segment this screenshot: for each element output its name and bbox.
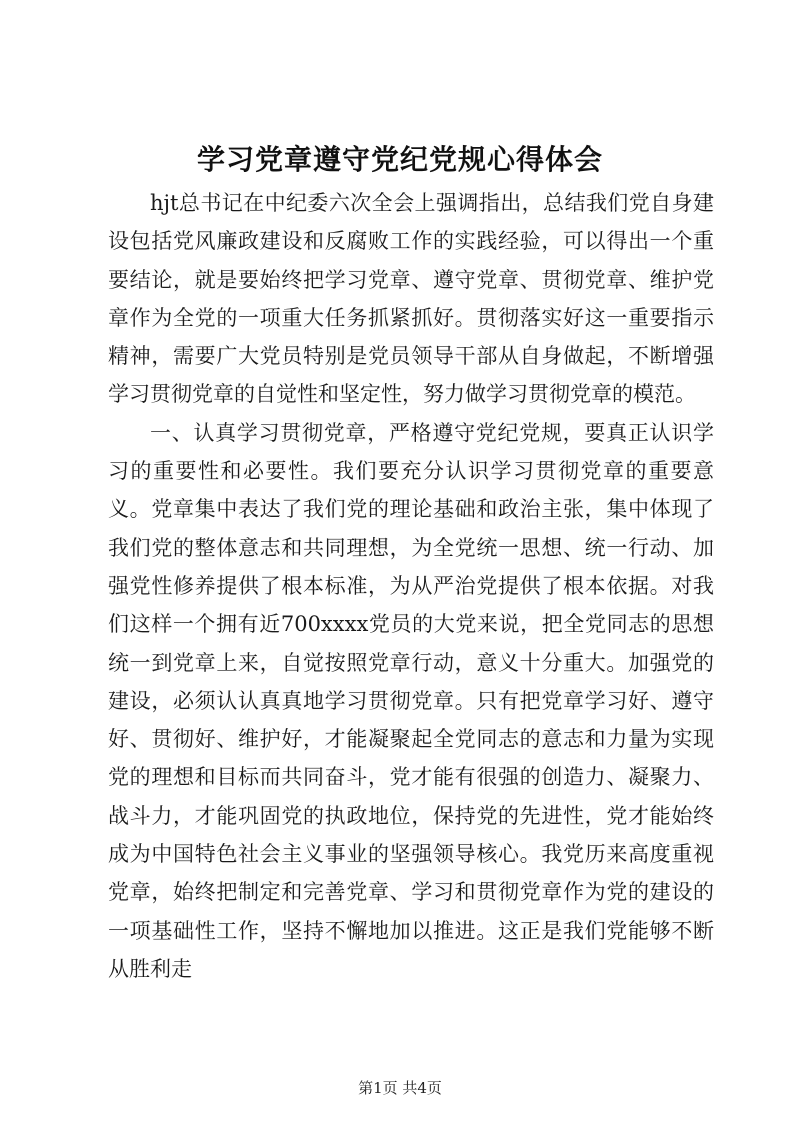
paragraph-section-one: 一、认真学习贯彻党章，严格遵守党纪党规，要真正认识学习的重要性和必要性。我们要充分认识学习贯彻党章的重要意义。党章集中表达了我们党的理论基础和政治主张，集中体现了我们党的整体意志和共同理想，为全党统一思想、统一行动、加强党性修养提供了根本标准，为从严治党提供了根本依据。对我们这样一个拥有近700xxxx党员的大党来说，把全党同志的思想统一到党章上来，自觉按照党章行动，意义十分重大。加强党的建设，必须认认真真地学习贯彻党章。只有把党章学习好、遵守好、贯彻好、维护好，才能凝聚起全党同志的意志和力量为实现党的理想和目标而共同奋斗，党才能有很强的创造力、凝聚力、战斗力，才能巩固党的执政地位，保持党的先进性，党才能始终成为中国特色社会主义事业的坚强领导核心。我党历来高度重视党章，始终把制定和完善党章、学习和贯彻党章作为党的建设的一项基础性工作，坚持不懈地加以推进。这正是我们党能够不断从胜利走 [108, 420, 714, 981]
page-footer: 第1页 共4页 [358, 1079, 442, 1097]
document-body [108, 184, 714, 988]
paragraph-intro: hjt总书记在中纪委六次全会上强调指出，总结我们党自身建设包括党风廉政建设和反腐败工作的实践经验，可以得出一个重要结论，就是要始终把学习党章、遵守党章、贯彻党章、维护党章作为全党的一项重大任务抓紧抓好。贯彻落实好这一重要指示精神，需要广大党员特别是党员领导干部从自身做起，不断增强学习贯彻党章的自觉性和坚定性，努力做学习贯彻党章的模范。 [108, 191, 714, 407]
document-title: 学习党章遵守党纪党规心得体会 [196, 143, 603, 176]
